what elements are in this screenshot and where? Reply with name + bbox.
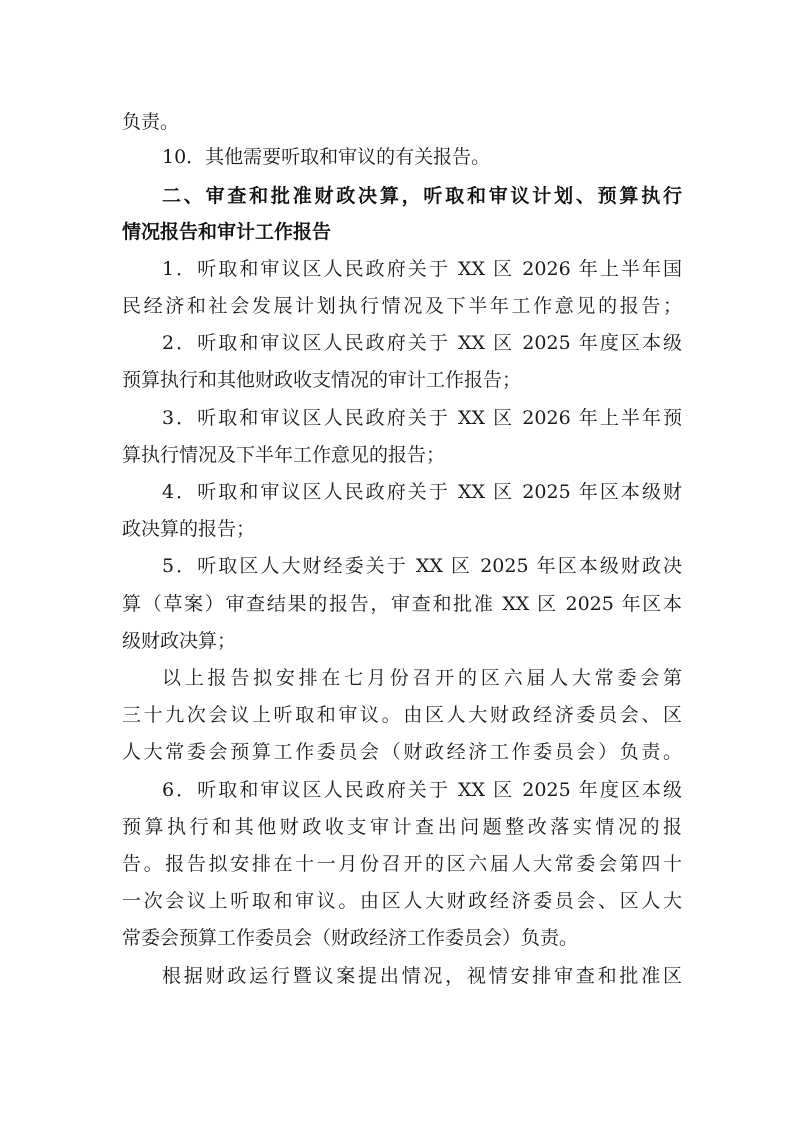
text-line: 根据财政运行暨议案提出情况，视情安排审查和批准区 bbox=[162, 965, 682, 987]
text-line: 民经济和社会发展计划执行情况及下半年工作意见的报告； bbox=[122, 295, 682, 317]
text-line: 三十九次会议上听取和审议。由区人大财政经济委员会、区 bbox=[122, 704, 682, 726]
section-heading: 二、审查和批准财政决算，听取和审议计划、预算执行 bbox=[162, 185, 682, 207]
text-line: 2．听取和审议区人民政府关于 XX 区 2025 年度区本级 bbox=[162, 332, 682, 354]
text-line: 5．听取区人大财经委关于 XX 区 2025 年区本级财政决 bbox=[162, 555, 682, 577]
text-line: 告。报告拟安排在十一月份召开的区六届人大常委会第四十 bbox=[122, 853, 682, 875]
text-line: 4．听取和审议区人民政府关于 XX 区 2025 年区本级财 bbox=[162, 481, 682, 503]
text-line: 一次会议上听取和审议。由区人大财政经济委员会、区人大 bbox=[122, 890, 682, 912]
section-heading: 情况报告和审计工作报告 bbox=[122, 221, 332, 243]
text-line: 以上报告拟安排在七月份召开的区六届人大常委会第 bbox=[162, 667, 682, 689]
text-line: 人大常委会预算工作委员会（财政经济工作委员会）负责。 bbox=[122, 741, 682, 763]
text-line: 算（草案）审查结果的报告，审查和批准 XX 区 2025 年区本 bbox=[122, 593, 682, 615]
text-line: 1．听取和审议区人民政府关于 XX 区 2026 年上半年国 bbox=[162, 258, 682, 280]
text-line: 常委会预算工作委员会（财政经济工作委员会）负责。 bbox=[122, 927, 579, 949]
text-line: 6．听取和审议区人民政府关于 XX 区 2025 年度区本级 bbox=[162, 779, 682, 801]
text-line: 预算执行和其他财政收支审计查出问题整改落实情况的报 bbox=[122, 816, 682, 838]
text-line: 10．其他需要听取和审议的有关报告。 bbox=[162, 146, 491, 168]
text-line: 负责。 bbox=[122, 111, 180, 133]
text-line: 3．听取和审议区人民政府关于 XX 区 2026 年上半年预 bbox=[162, 407, 682, 429]
text-line: 级财政决算； bbox=[122, 630, 237, 652]
text-line: 预算执行和其他财政收支情况的审计工作报告； bbox=[122, 369, 522, 391]
text-line: 算执行情况及下半年工作意见的报告； bbox=[122, 444, 446, 466]
text-line: 政决算的报告； bbox=[122, 518, 256, 540]
